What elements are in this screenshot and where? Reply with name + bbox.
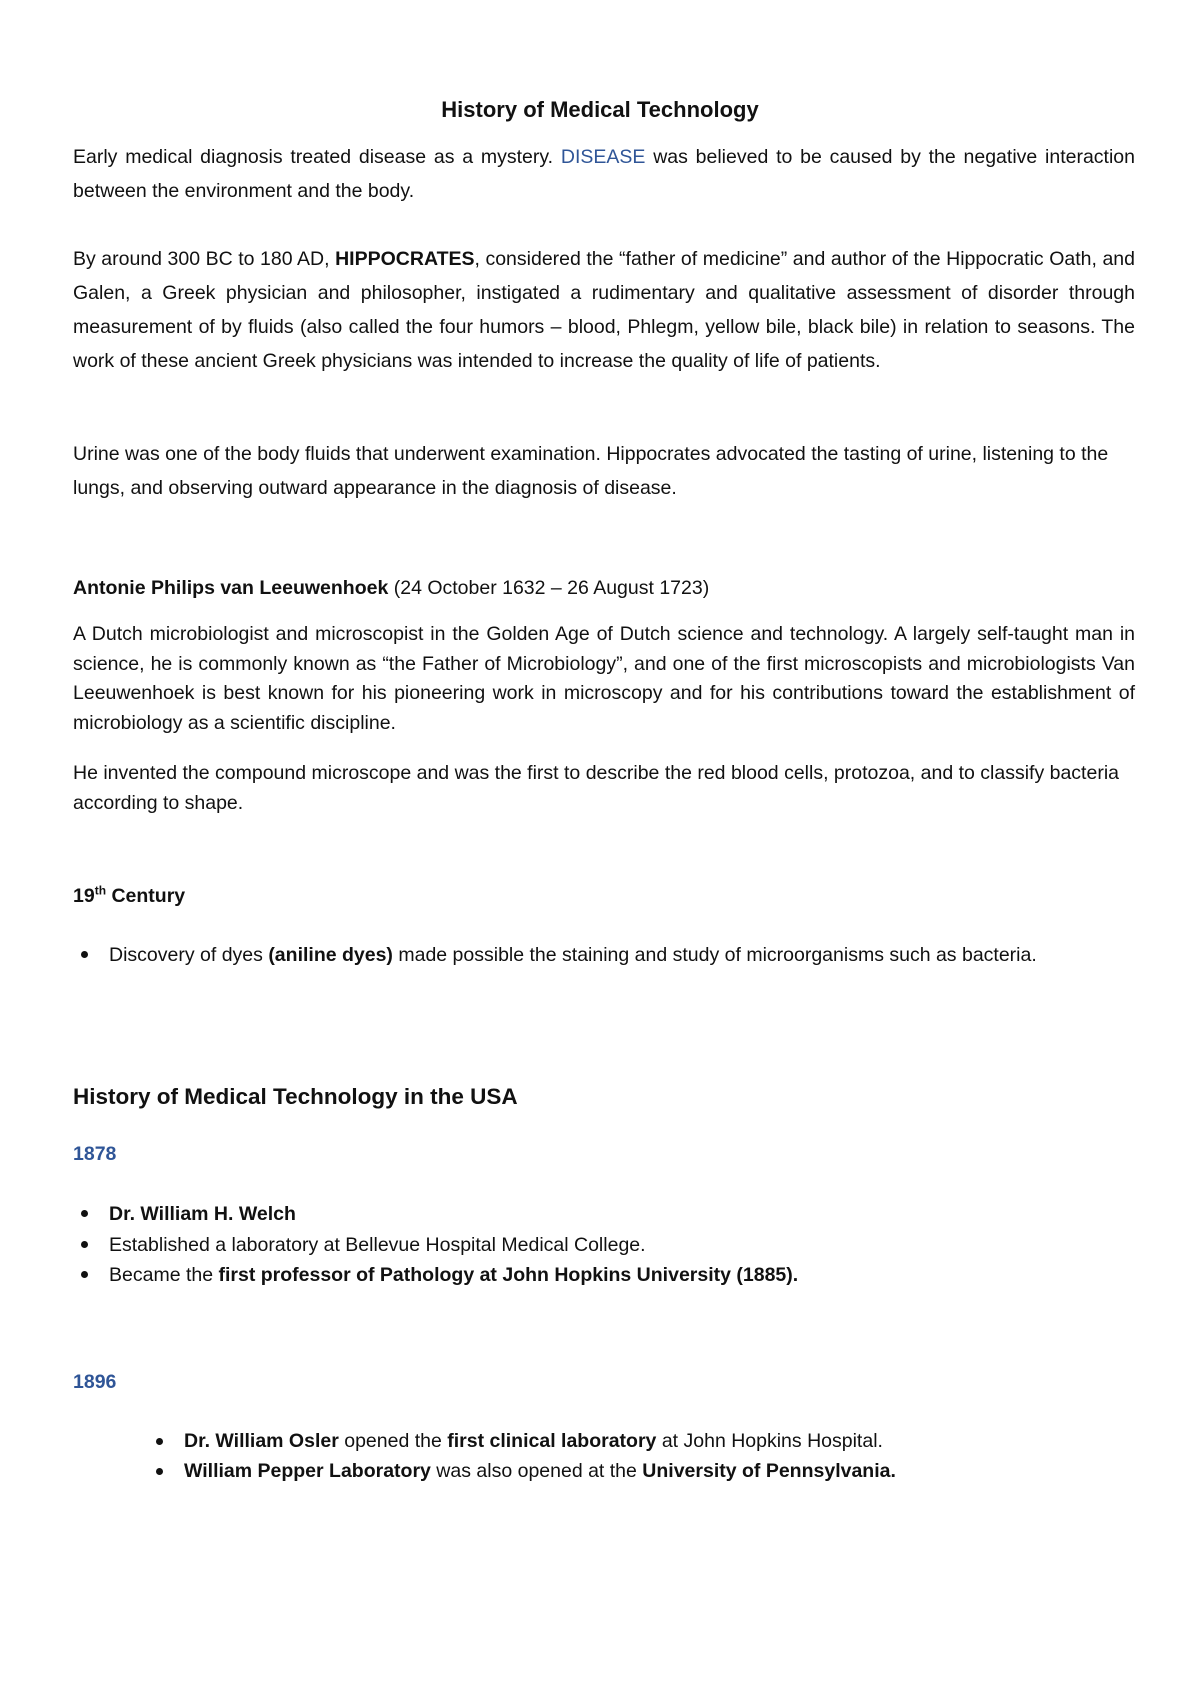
pepper-lab-name: William Pepper Laboratory (184, 1459, 431, 1482)
leeuwenhoek-name: Antonie Philips van Leeuwenhoek (73, 577, 389, 599)
bullet-icon (156, 1468, 163, 1475)
bullet-icon (156, 1438, 163, 1445)
osler-text-end: at John Hopkins Hospital. (656, 1430, 883, 1452)
aniline-dyes-keyword: (aniline dyes) (268, 944, 393, 966)
intro-paragraph (73, 140, 1135, 208)
penn-keyword: University of Pennsylvania. (642, 1459, 896, 1482)
leeuwenhoek-paragraph: A Dutch microbiologist and microscopist in the Golden Age of Dutch science and technology. A largely self-taught man in science, he is commonly known as “the Father of Microbiology”, and one of the first microscopists and microbiologists Van Leeuwenhoek is best known for his pioneering work in microscopy and for his contributions toward the establishment of microbiology as a scientific discipline. (73, 623, 1135, 734)
list-item (73, 940, 1073, 970)
dyes-text-end: made possible the staining and study of microorganisms such as bacteria. (392, 944, 1037, 966)
osler-text-mid: opened the (338, 1430, 448, 1452)
century-word: Century (106, 885, 186, 907)
usa-section-heading: History of Medical Technology in the USA (73, 1084, 518, 1109)
year-1878: 1878 (73, 1143, 117, 1165)
welch-list (73, 1199, 1073, 1291)
bullet-icon (81, 951, 88, 958)
urine-paragraph: Urine was one of the body fluids that underwent examination. Hippocrates advocated the tasting of urine, listening to the lungs, and observing outward appearance in the diagnosis of disease. (73, 443, 1109, 499)
century-list (73, 940, 1073, 970)
year-1896: 1896 (73, 1371, 117, 1393)
intro-text-start: Early medical diagnosis treated disease as a mystery. (73, 146, 561, 168)
pepper-text-mid: was also opened at the (430, 1459, 643, 1482)
bullet-icon (81, 1271, 88, 1278)
intro-text-end: was believed to be caused by the negative interaction between the environment and the body. (73, 146, 1135, 202)
hippocrates-text-start: By around 300 BC to 180 AD, (73, 248, 336, 270)
professor-text-start: Became the (109, 1264, 219, 1286)
document-title: History of Medical Technology (441, 97, 759, 122)
leeuwenhoek-heading (73, 576, 1135, 600)
disease-keyword: DISEASE (560, 146, 646, 168)
osler-list (148, 1427, 1148, 1486)
century-heading (73, 884, 1135, 908)
dyes-text-start: Discovery of dyes (109, 944, 269, 966)
bullet-icon (81, 1241, 88, 1248)
list-item (73, 1230, 1073, 1261)
list-item (148, 1427, 1148, 1457)
clinical-lab-keyword: first clinical laboratory (447, 1430, 657, 1452)
osler-name: Dr. William Osler (184, 1430, 339, 1452)
hippocrates-keyword: HIPPOCRATES (335, 248, 475, 270)
leeuwenhoek-dates: (24 October 1632 – 26 August 1723) (388, 577, 710, 599)
century-number: 19 (73, 885, 95, 907)
list-item (73, 1199, 1073, 1230)
professor-keyword: first professor of Pathology at John Hopkins University (1885). (218, 1264, 799, 1286)
microscope-paragraph: He invented the compound microscope and was the first to describe the red blood cells, protozoa, and to classify bacteria according to shape. (73, 762, 1119, 814)
hippocrates-paragraph (73, 242, 1135, 378)
bellevue-lab-text: Established a laboratory at Bellevue Hospital Medical College. (109, 1233, 646, 1256)
list-item (148, 1457, 1148, 1487)
hippocrates-text-end: , considered the “father of medicine” and author of the Hippocratic Oath, and Galen, a Greek physician and philosopher, instigated a rudimentary and qualitative assessment of disorder through measurement of by fluids (also called the four humors – blood, Phlegm, yellow bile, black bile) in relation to seasons. The work of these ancient Greek physicians was intended to increase the quality of life of patients. (73, 248, 1135, 372)
century-suffix: th (94, 883, 107, 898)
list-item (73, 1260, 1073, 1291)
bullet-icon (81, 1210, 88, 1217)
welch-name: Dr. William H. Welch (109, 1203, 296, 1225)
